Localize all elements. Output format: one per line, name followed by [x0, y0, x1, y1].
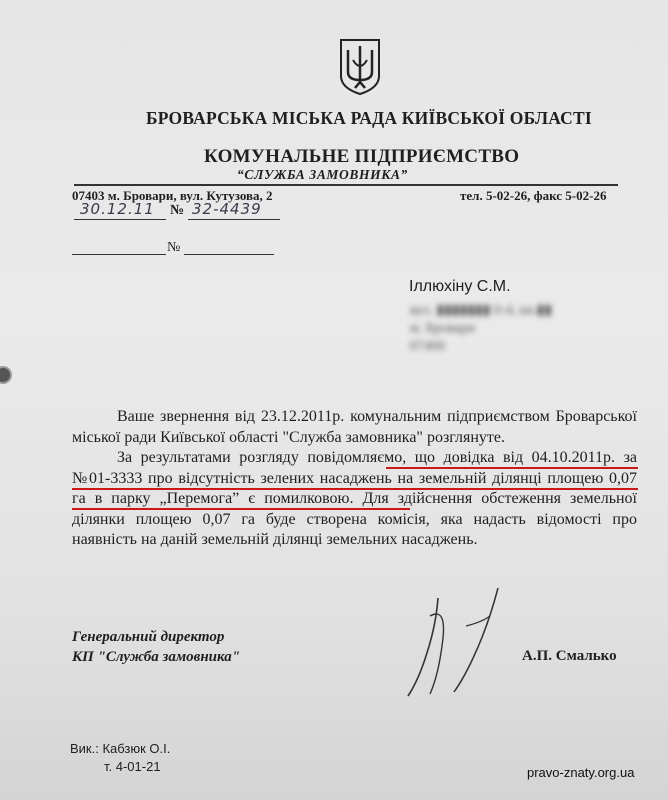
outgoing-date: 30.12.11	[80, 200, 155, 218]
signer-name: А.П. Смалько	[522, 648, 617, 664]
executor-info	[70, 740, 170, 776]
date-underline	[74, 219, 166, 220]
header-divider	[74, 184, 618, 186]
council-heading: БРОВАРСЬКА МІСЬКА РАДА КИЇВСЬКОЇ ОБЛАСТІ	[146, 108, 592, 128]
ref-number-label: №	[167, 240, 181, 255]
executor-name: Вик.: Кабзюк О.І.	[70, 741, 171, 756]
number-underline	[188, 219, 280, 220]
org-name-heading: “СЛУЖБА ЗАМОВНИКА”	[237, 167, 408, 182]
highlight-underline-1	[386, 467, 638, 469]
recipient-address-redacted: вул. ▮▮▮▮▮▮▮ 0-4, кв.▮▮ м. Бровари 07400	[410, 303, 552, 354]
ref-date-line	[72, 254, 166, 255]
outgoing-number: 32-4439	[192, 200, 262, 218]
highlight-underline-2	[72, 488, 638, 490]
highlight-underline-3	[72, 508, 410, 510]
recipient-name: Іллюхіну С.М.	[409, 278, 511, 295]
org-type-heading: КОМУНАЛЬНЕ ПІДПРИЄМСТВО	[204, 146, 520, 167]
handwritten-signature	[378, 586, 528, 706]
signer-title	[72, 627, 240, 667]
signer-title-line-2: КП "Служба замовника"	[72, 649, 241, 665]
watermark-text: pravo-znaty.org.ua	[527, 765, 635, 780]
executor-phone: т. 4-01-21	[104, 759, 161, 774]
body-paragraph-2: За результатами розгляду повідомляємо, що довідка від 04.10.2011р. за №01-3333 про відсутність зелених насаджень на земельній ділянці площею 0,07 га в парку „Перемога” є помилковою. Для здійснення обстеження земельної ділянки площею 0,07 га буде створена комісія, яка надасть відомості про наявність на даній земельній ділянці земельних насаджень.	[72, 449, 637, 548]
letter-body	[72, 407, 637, 551]
signer-title-line-1: Генеральний директор	[72, 629, 225, 645]
punch-hole	[0, 366, 12, 384]
outgoing-number-label: №	[170, 203, 185, 218]
ref-number-line	[184, 254, 274, 255]
body-paragraph-1: Ваше звернення від 23.12.2011р. комунальним підприємством Броварської міської ради Київської області "Служба замовника" розглянуте.	[72, 408, 637, 446]
org-address: 07403 м. Бровари, вул. Кутузова, 2	[72, 188, 273, 203]
org-phones: тел. 5-02-26, факс 5-02-26	[460, 188, 607, 203]
trident-emblem-icon	[338, 38, 382, 96]
